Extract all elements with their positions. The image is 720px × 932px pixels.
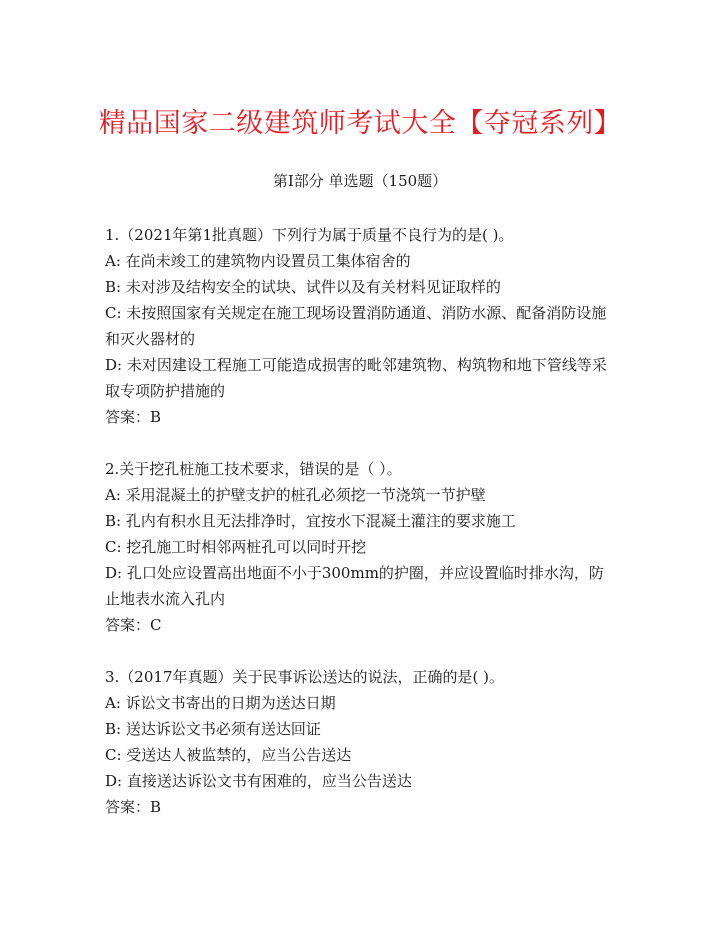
question-stem: 3.（2017年真题）关于民事诉讼送达的说法，正确的是( )。	[105, 668, 504, 686]
answer-line	[105, 404, 610, 430]
option-a: A: 采用混凝土的护壁支护的桩孔必须挖一节浇筑一节护壁	[105, 486, 486, 504]
document-title: 精品国家二级建筑师考试大全【夺冠系列】	[98, 108, 622, 139]
question-stem: 2.关于挖孔桩施工技术要求，错误的是（ ）。	[105, 460, 402, 478]
question-list	[105, 222, 610, 820]
question-3	[105, 664, 610, 820]
answer-prefix: 答案：	[105, 408, 151, 426]
answer-value: B	[150, 408, 162, 426]
option-a: A: 在尚未竣工的建筑物内设置员工集体宿舍的	[105, 252, 411, 270]
answer-value: C	[150, 616, 162, 634]
answer-prefix: 答案：	[105, 798, 151, 816]
section-title: 第I部分 单选题（150题）	[272, 172, 448, 190]
option-c: C: 挖孔施工时相邻两桩孔可以同时开挖	[105, 538, 367, 556]
answer-line	[105, 794, 610, 820]
option-d: D: 未对因建设工程施工可能造成损害的毗邻建筑物、构筑物和地下管线等采取专项防护措施的	[105, 356, 607, 400]
answer-line	[105, 612, 610, 638]
option-d: D: 直接送达诉讼文书有困难的，应当公告送达	[105, 772, 412, 790]
option-b: B: 送达诉讼文书必须有送达回证	[105, 720, 321, 738]
answer-value: B	[150, 798, 162, 816]
option-c: C: 未按照国家有关规定在施工现场设置消防通道、消防水源、配备消防设施和灭火器材的	[105, 304, 607, 348]
option-d: D: 孔口处应设置高出地面不小于300mm的护圈，并应设置临时排水沟，防止地表水流入孔内	[105, 564, 604, 608]
option-a: A: 诉讼文书寄出的日期为送达日期	[105, 694, 336, 712]
option-c: C: 受送达人被监禁的，应当公告送达	[105, 746, 352, 764]
question-stem: 1.（2021年第1批真题）下列行为属于质量不良行为的是( )。	[105, 226, 514, 244]
option-b: B: 未对涉及结构安全的试块、试件以及有关材料见证取样的	[105, 278, 501, 296]
question-2	[105, 456, 610, 638]
option-b: B: 孔内有积水且无法排净时，宜按水下混凝土灌注的要求施工	[105, 512, 516, 530]
answer-prefix: 答案：	[105, 616, 151, 634]
question-1	[105, 222, 610, 430]
